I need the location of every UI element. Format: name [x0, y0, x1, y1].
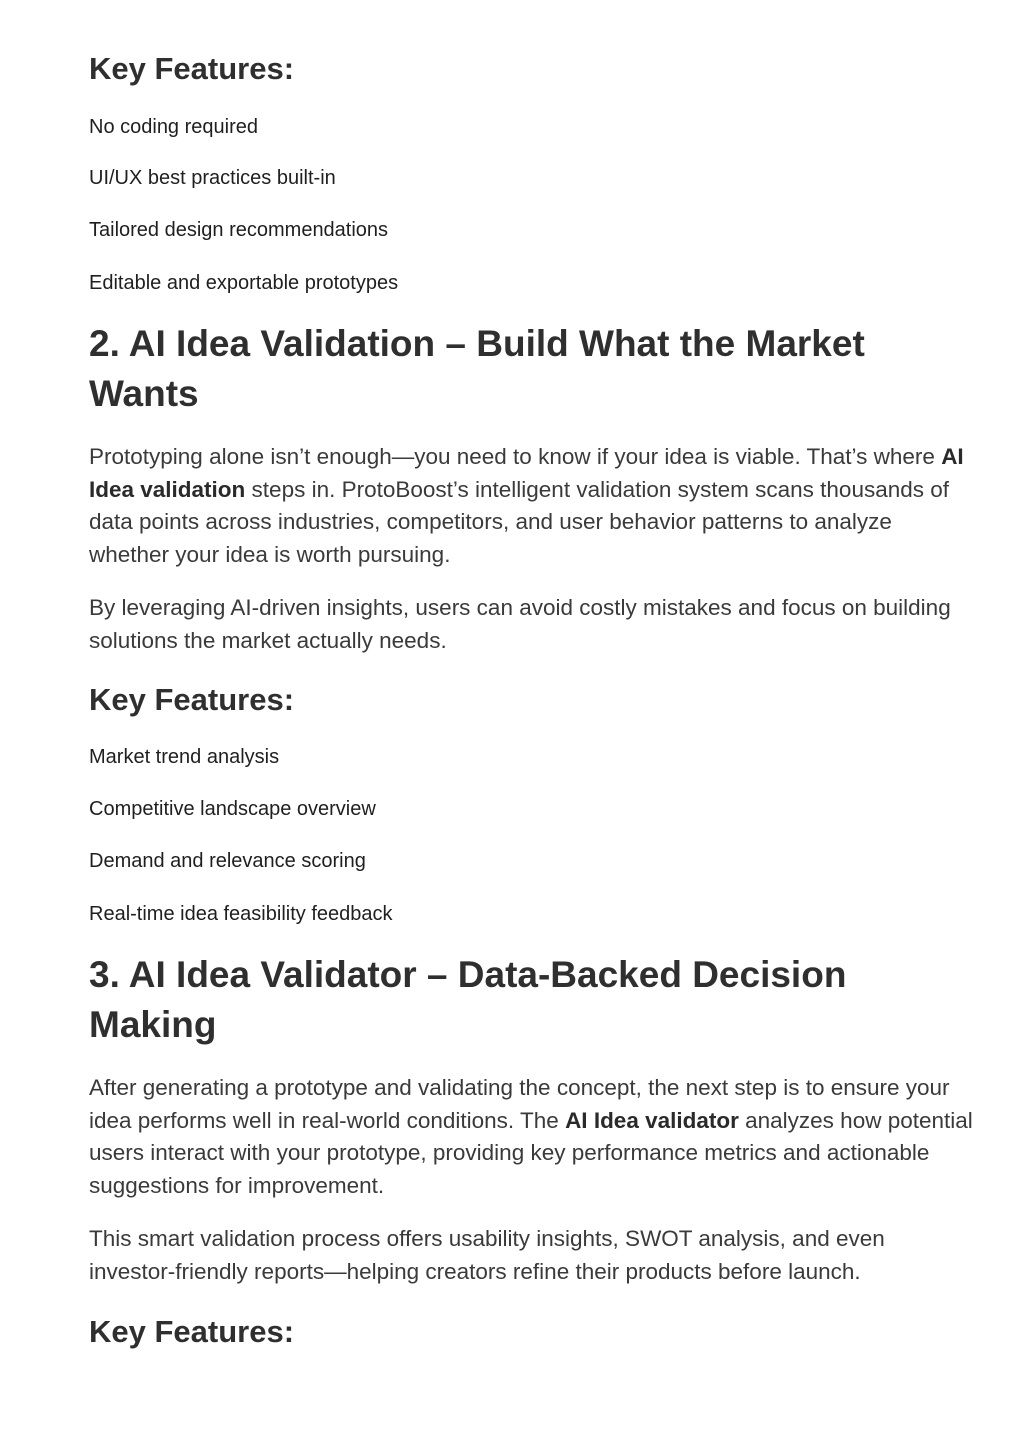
paragraph-text: analyzes how potential users interact with your prototype, providing key performance metrics and actionable suggestions for improvement.: [89, 1107, 973, 1199]
paragraph-text: After generating a prototype and validating the concept, the next step is to ensure your idea performs well in real-world conditions. The: [89, 1075, 950, 1133]
section-heading: 3. AI Idea Validator – Data-Backed Decision Making: [89, 954, 847, 1045]
paragraph: [89, 1072, 974, 1203]
bold-term: AI Idea validation: [89, 444, 964, 502]
paragraph: By leveraging AI-driven insights, users can avoid costly mistakes and focus on building solutions the market actually needs.: [89, 595, 951, 653]
section-heading: 2. AI Idea Validation – Build What the Market Wants: [89, 323, 865, 414]
key-features-heading: Key Features:: [89, 682, 295, 717]
feature-item: Market trend analysis: [89, 746, 280, 768]
paragraph: This smart validation process offers usability insights, SWOT analysis, and even investor-friendly reports—helping creators refine their products before launch.: [89, 1226, 885, 1284]
paragraph: [89, 441, 974, 572]
key-features-heading: Key Features:: [89, 51, 295, 86]
feature-item: No coding required: [89, 116, 258, 138]
paragraph-text: steps in. ProtoBoost’s intelligent validation system scans thousands of data points across industries, competitors, and user behavior patterns to analyze whether your idea is worth pursuing.: [89, 476, 950, 568]
paragraph-text: Prototyping alone isn’t enough—you need to know if your idea is viable. That’s where: [89, 444, 942, 469]
feature-item: Real-time idea feasibility feedback: [89, 903, 393, 925]
key-features-heading: Key Features:: [89, 1314, 295, 1349]
feature-item: UI/UX best practices built-in: [89, 167, 336, 189]
feature-item: Editable and exportable prototypes: [89, 272, 399, 294]
bold-term: AI Idea validator: [565, 1107, 739, 1133]
feature-item: Demand and relevance scoring: [89, 850, 366, 872]
feature-item: Tailored design recommendations: [89, 219, 389, 241]
feature-item: Competitive landscape overview: [89, 798, 376, 820]
